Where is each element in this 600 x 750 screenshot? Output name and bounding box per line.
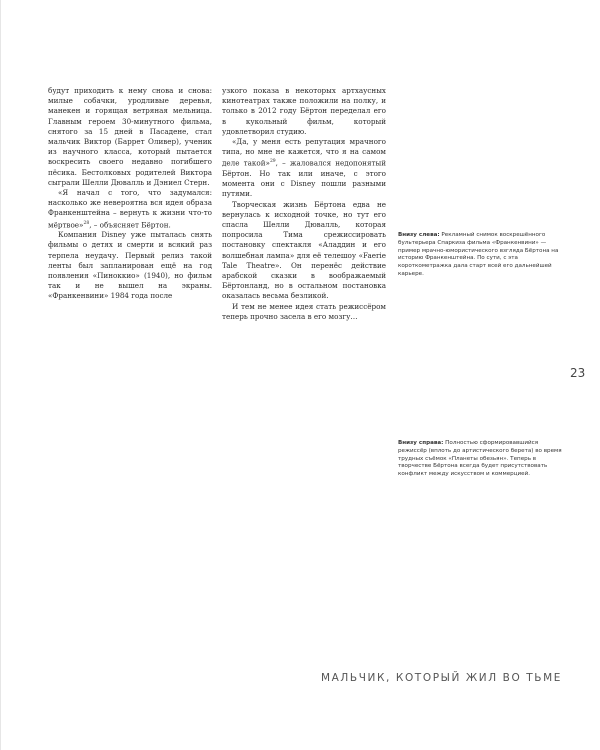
page-number: 23 xyxy=(570,366,586,380)
page-edge-line xyxy=(0,0,1,750)
footnote-marker: 28 xyxy=(83,220,90,226)
image-caption-bottom-left xyxy=(398,232,564,279)
caption-label: Внизу слева: xyxy=(398,232,440,238)
caption-text: Полностью сформировавшийся режиссёр (вплоть до артистического берета) во время трудных съёмок «Планеты обезьян». Теперь в творчестве Бёртона всегда будет присутствовать конфликт между искусством и коммерцией. xyxy=(398,440,562,478)
paragraph: будут приходить к нему снова и снова: милые собачки, уродливые деревья, манекен и горящая ветряная мельница. Главным героем 30-минутного фильма, снятого за 15 дней в Пасадене, стал мальчик Виктор (Баррет Оливер), ученик из научного класса, который пытается воскресить своего недавно погибшего пёсика. Бестолковых родителей Виктора сыграли Шелли Дювалль и Дэниел Стерн. xyxy=(48,86,212,187)
quote-text: «Я начал с того, что задумался: насколько же невероятна вся идея образа Франкенштейна – вернуть к жизни что-то мёртвое» xyxy=(48,188,212,230)
paragraph: И тем не менее идея стать режиссёром теперь прочно засела в его мозгу… xyxy=(222,301,386,321)
paragraph: Творческая жизнь Бёртона едва не вернулась к исходной точке, но тут его спасла Шелли Дювалль, которая попросила Тима срежиссировать постановку спектакля «Аладдин и его волшебная лампа» для её телешоу «Faerie Tale Theatre». Он перенёс действие арабской сказки в воображаемый Бёртонланд, но в остальном постановка оказалась весьма безликой. xyxy=(222,199,386,301)
quote-tail: , – жаловался недопонятый Бёртон. Но так или иначе, с этого момента они с Disney пошли разными путями. xyxy=(222,158,386,199)
text-column-right xyxy=(222,86,386,322)
footnote-marker: 29 xyxy=(269,159,276,165)
caption-label: Внизу справа: xyxy=(398,440,444,446)
quote-tail: , – объясняет Бёртон. xyxy=(89,220,171,230)
paragraph: узкого показа в некоторых артхаусных кинотеатрах также положили на полку, и только в 2012 году Бёртон переделал его в кукольный фильм, который удовлетворил студию. xyxy=(222,86,386,136)
caption-text: Рекламный снимок воскрешённого бультерьера Спаркиза фильма «Франкенвини» — пример мрачно-юмористического взгляда Бёртона на историю Франкенштейна. По сути, с эта короткометражка дала старт всей его дальнейшей карьере. xyxy=(398,232,559,277)
paragraph-quote xyxy=(48,188,212,230)
running-footer-title: МАЛЬЧИК, КОТОРЫЙ ЖИЛ ВО ТЬМЕ xyxy=(320,672,562,684)
text-column-left xyxy=(48,86,212,302)
paragraph-quote xyxy=(222,137,386,200)
image-caption-bottom-right xyxy=(398,440,564,479)
paragraph: Компания Disney уже пыталась снять фильмы о детях и смерти и всякий раз терпела неудачу. Первый релиз такой ленты был запланирован ещё на год появления «Пиноккио» (1940), но фильм так и не вышел на экраны. «Франкенвини» 1984 года после xyxy=(48,230,212,301)
quote-text: «Да, у меня есть репутация мрачного типа, но мне не кажется, что я на самом деле такой» xyxy=(222,137,386,168)
